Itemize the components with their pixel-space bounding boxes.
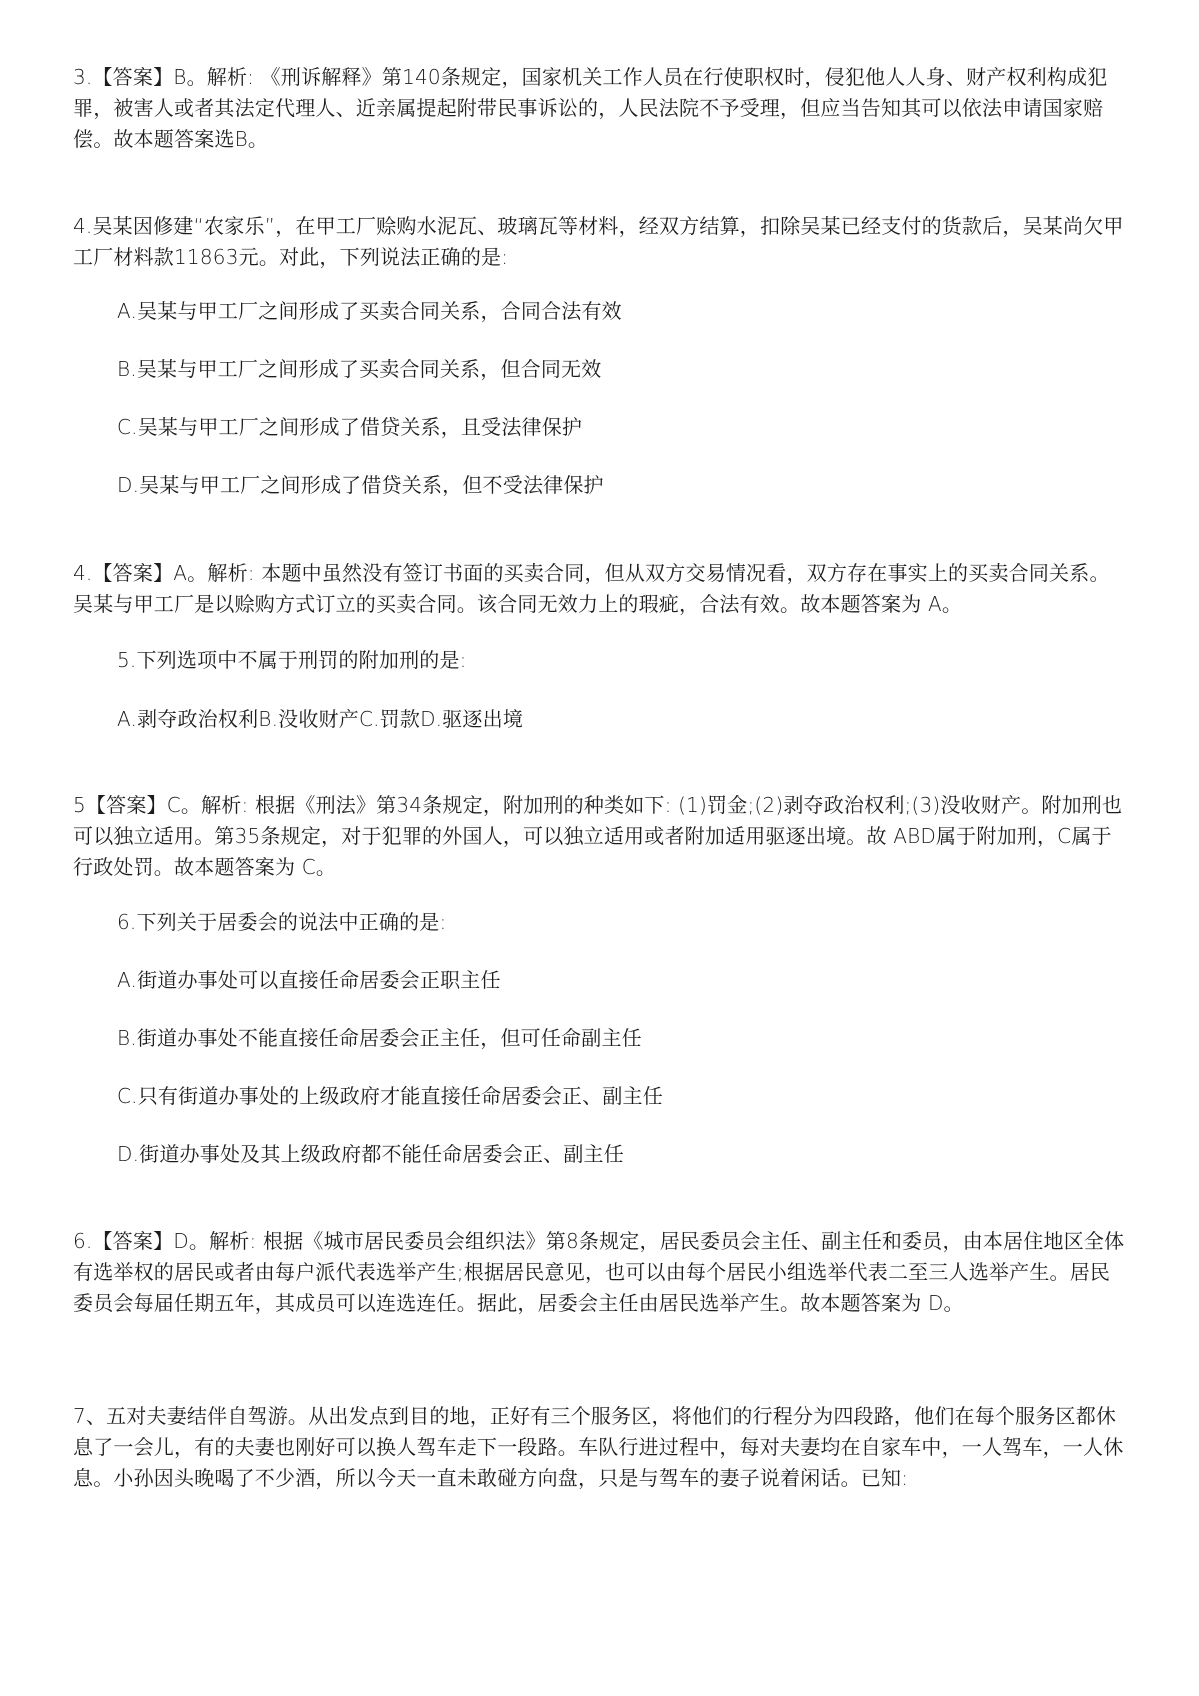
question-6-option-c: C.只有街道办事处的上级政府才能直接任命居委会正、副主任 [117,1084,663,1108]
question-4-option-d: D.吴某与甲工厂之间形成了借贷关系，但不受法律保护 [117,473,604,497]
question-6-option-b: B.街道办事处不能直接任命居委会正主任，但可任命副主任 [117,1026,642,1050]
question-6-option-d: D.街道办事处及其上级政府都不能任命居委会正、副主任 [117,1142,624,1166]
question-5-options: A.剥夺政治权利B.没收财产C.罚款D.驱逐出境 [117,707,524,731]
question-4-option-a: A.吴某与甲工厂之间形成了买卖合同关系，合同合法有效 [117,299,622,323]
question-5-stem: 5.下列选项中不属于刑罚的附加刑的是: [117,648,467,672]
question-4-stem: 4.吴某因修建“农家乐”，在甲工厂赊购水泥瓦、玻璃瓦等材料，经双方结算，扣除吴某已经支付的货款后，吴某尚欠甲工厂材料款11863元。对此，下列说法正确的是: [73,214,1124,269]
question-4-option-c: C.吴某与甲工厂之间形成了借贷关系，且受法律保护 [117,415,583,439]
answer-6-explanation: 6.【答案】D。解析: 根据《城市居民委员会组织法》第8条规定，居民委员会主任、副主任和委员，由本居住地区全体有选举权的居民或者由每户派代表选举产生;根据居民意见，也可以由每个居民小组选举代表二至三人选举产生。居民委员会每届任期五年，其成员可以连选连任。据此，居委会主任由居民选举产生。故本题答案为 D。 [73,1229,1125,1315]
answer-4-explanation: 4.【答案】A。解析: 本题中虽然没有签订书面的买卖合同，但从双方交易情况看，双方存在事实上的买卖合同关系。吴某与甲工厂是以赊购方式订立的买卖合同。该合同无效力上的瑕疵，合法有效。故本题答案为 A。 [73,561,1110,616]
question-6-option-a: A.街道办事处可以直接任命居委会正职主任 [117,968,501,992]
answer-3-explanation: 3.【答案】B。解析: 《刑诉解释》第140条规定，国家机关工作人员在行使职权时，侵犯他人人身、财产权利构成犯罪，被害人或者其法定代理人、近亲属提起附带民事诉讼的，人民法院不予受理，但应当告知其可以依法申请国家赔偿。故本题答案选B。 [73,65,1108,151]
question-4-option-b: B.吴某与甲工厂之间形成了买卖合同关系，但合同无效 [117,357,602,381]
answer-5-explanation: 5【答案】C。解析: 根据《刑法》第34条规定，附加刑的种类如下: (1)罚金;(2)剥夺政治权利;(3)没收财产。附加刑也可以独立适用。第35条规定，对于犯罪的外国人，可以独立适用或者附加适用驱逐出境。故 ABD属于附加刑，C属于行政处罚。故本题答案为 C。 [73,793,1123,879]
question-6-stem: 6.下列关于居委会的说法中正确的是: [117,910,447,934]
question-7-stem: 7、五对夫妻结伴自驾游。从出发点到目的地，正好有三个服务区，将他们的行程分为四段路，他们在每个服务区都休息了一会儿，有的夫妻也刚好可以换人驾车走下一段路。车队行进过程中，每对夫妻均在自家车中，一人驾车，一人休息。小孙因头晚喝了不少酒，所以今天一直未敢碰方向盘，只是与驾车的妻子说着闲话。已知: [73,1404,1124,1490]
